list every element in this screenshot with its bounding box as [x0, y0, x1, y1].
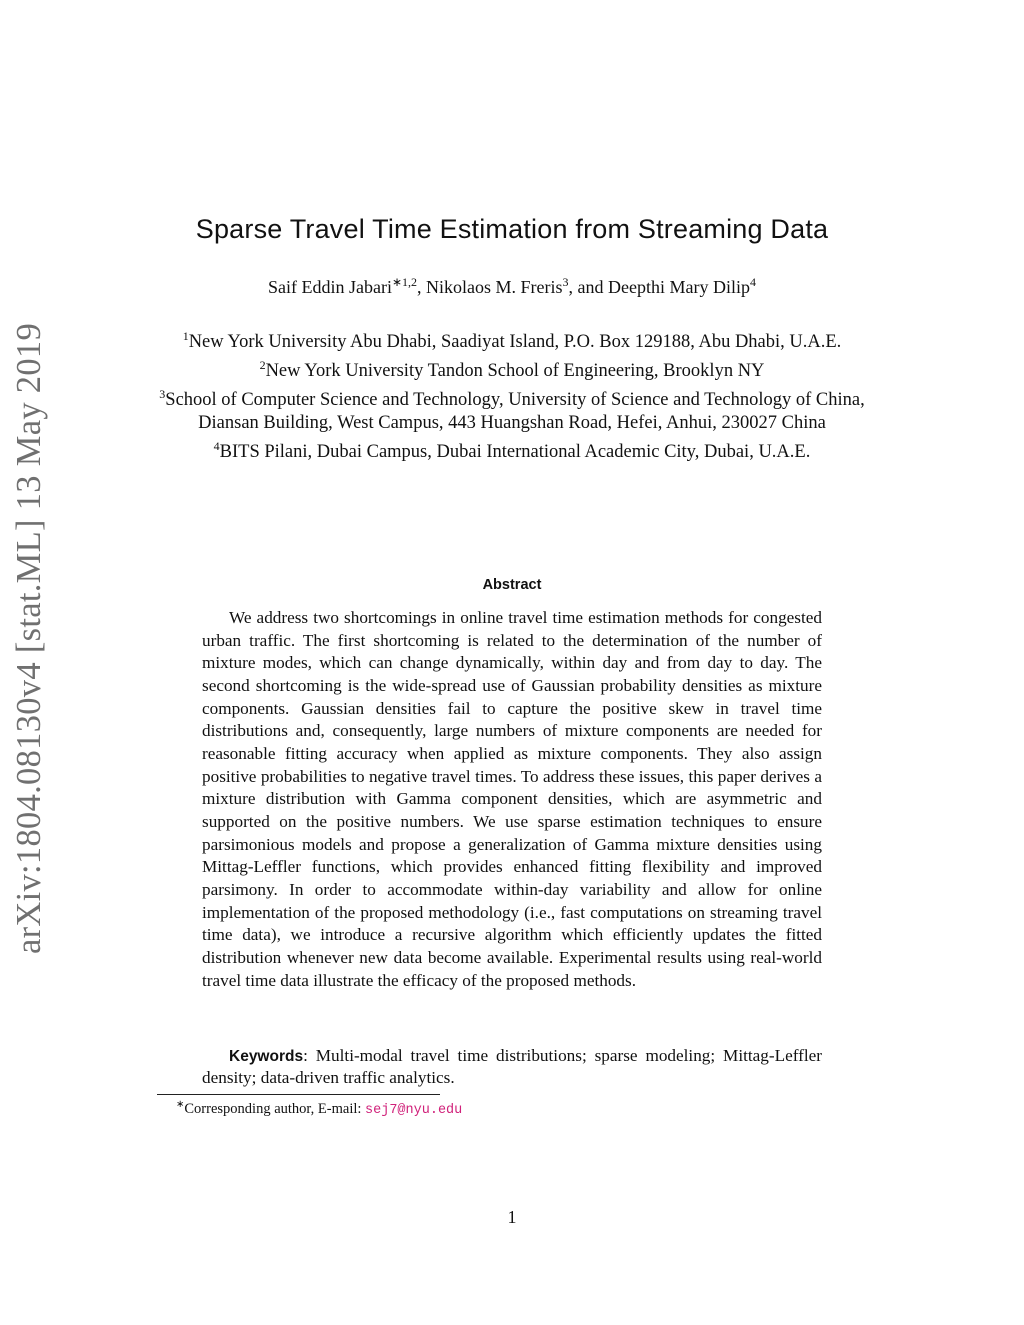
footnote-mark: ∗: [176, 1099, 185, 1110]
arxiv-identifier-stamp: arXiv:1804.08130v4 [stat.ML] 13 May 2019: [10, 322, 48, 954]
affiliation-item: [150, 325, 874, 354]
author-name: Nikolaos M. Freris: [426, 277, 563, 297]
abstract-body: We address two shortcomings in online travel time estimation methods for congested urban traffic. The first shortcoming is related to the determination of the number of mixture modes, which can change dynamically, within day and from day to day. The second shortcoming is the wide-spread use of Gaussian probability densities as mixture components. Gaussian densities fail to capture the positive skew in travel time distributions and, consequently, large numbers of mixture components are needed for reasonable fitting accuracy when applied as mixture components. They also assign positive probabilities to negative travel times. To address these issues, this paper derives a mixture distribution with Gamma component densities, which are asymmetric and supported on the positive numbers. We use sparse estimation techniques to ensure parsimonious models and propose a generalization of Gamma mixture densities using Mittag-Leffler functions, which provides enhanced fitting flexibility and improved parsimony. In order to accommodate within-day variability and allow for online implementation of the proposed methodology (i.e., fast computations on streaming travel time data), we introduce a recursive algorithm which efficiently updates the fitted distribution whenever new data become available. Experimental results using real-world travel time data illustrate the efficacy of the proposed methods.: [202, 608, 822, 990]
affiliation-mark: 2: [259, 358, 266, 373]
author-separator: ,: [417, 277, 427, 297]
author-name: Saif Eddin Jabari: [267, 277, 392, 297]
affiliation-text: New York University Tandon School of Engineering, Brooklyn NY: [265, 361, 765, 382]
corresponding-email-link[interactable]: sej7@nyu.edu: [365, 1102, 463, 1118]
affiliation-mark: 3: [159, 387, 166, 402]
abstract-heading: Abstract: [482, 577, 542, 593]
affiliation-item: [150, 383, 874, 435]
keywords-label: Keywords: [229, 1048, 304, 1065]
affiliation-mark: 4: [213, 439, 220, 454]
page-number: 1: [507, 1207, 517, 1227]
affiliation-text: School of Computer Science and Technology, University of Science and Technology of China, Diansan Building, West Campus, 443 Huangshan Road, Hefei, Anhui, 230027 China: [165, 390, 865, 434]
footnote-text: Corresponding author, E-mail:: [184, 1100, 366, 1117]
affiliation-mark: 1: [182, 329, 189, 343]
author-affiliation-marks: ∗1,2: [391, 275, 418, 289]
author-list: [0, 275, 1024, 298]
keywords-text: : Multi-modal travel time distributions; sparse modeling; Mittag-Leffler density; data-driven traffic analytics.: [202, 1046, 822, 1087]
author-affiliation-marks: 3: [562, 275, 569, 289]
author-name: Deepthi Mary Dilip: [608, 277, 751, 297]
paper-title: Sparse Travel Time Estimation from Streaming Data: [195, 214, 829, 244]
affiliation-item: [150, 435, 874, 464]
affiliation-list: [150, 325, 874, 465]
author-separator: , and: [568, 277, 609, 297]
affiliation-text: BITS Pilani, Dubai Campus, Dubai International Academic City, Dubai, U.A.E.: [219, 442, 811, 463]
footnote-divider: [157, 1094, 440, 1095]
keywords-paragraph: [202, 1045, 822, 1088]
affiliation-item: [150, 354, 874, 383]
author-affiliation-marks: 4: [750, 275, 757, 289]
footnote: [176, 1099, 462, 1118]
affiliation-text: New York University Abu Dhabi, Saadiyat Island, P.O. Box 129188, Abu Dhabi, U.A.E.: [188, 332, 842, 353]
